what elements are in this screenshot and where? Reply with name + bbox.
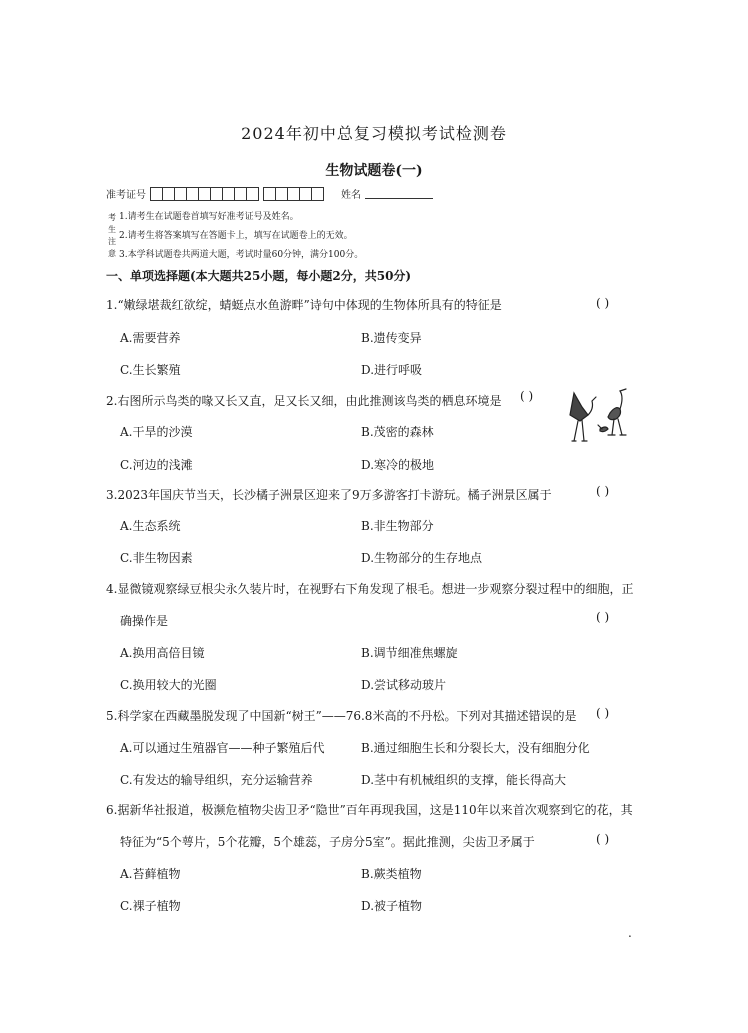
- question-1-option-a[interactable]: A.需要营养: [120, 331, 181, 345]
- question-3-option-b[interactable]: B.非生物部分: [361, 519, 434, 533]
- question-5-stem: 5.科学家在西藏墨脱发现了中国新“树王”——76.8米高的不丹松。下列对其描述错误的是: [106, 709, 577, 723]
- question-1-option-b[interactable]: B.遗传变异: [361, 331, 422, 345]
- question-3-stem: 3.2023年国庆节当天，长沙橘子洲景区迎来了9万多游客打卡游玩。橘子洲景区属于: [106, 488, 552, 502]
- crane-birds-illustration-icon: [560, 385, 640, 445]
- section-title: 一、单项选择题(本大题共25小题，每小题2分，共50分): [106, 269, 412, 283]
- note-3: 3.本学科试题卷共两道大题，考试时量60分钟，满分100分。: [119, 250, 364, 260]
- question-2-option-b[interactable]: B.茂密的森林: [361, 425, 434, 439]
- question-6-option-d[interactable]: D.被子植物: [361, 899, 423, 913]
- name-field[interactable]: [365, 188, 433, 199]
- note-1: 1.请考生在试题卷首填写好准考证号及姓名。: [119, 212, 299, 222]
- question-6-option-b[interactable]: B.蕨类植物: [361, 867, 422, 881]
- question-1-answer-paren: ( ): [596, 296, 610, 310]
- question-2-option-d[interactable]: D.寒冷的极地: [361, 458, 435, 472]
- candidate-id-label: 准考证号: [106, 190, 146, 201]
- question-3-option-d[interactable]: D.生物部分的生存地点: [361, 551, 483, 565]
- question-5-option-a[interactable]: A.可以通过生殖器官——种子繁殖后代: [120, 741, 325, 755]
- question-1-stem: 1.“嫩绿堪裁红欲绽，蜻蜓点水鱼游畔”诗句中体现的生物体所具有的特征是: [106, 298, 502, 312]
- notes-label: 考生注意: [108, 213, 116, 258]
- question-6-answer-paren: ( ): [596, 832, 610, 846]
- question-6-stem-line-2: 特征为“5个萼片，5个花瓣，5个雄蕊，子房分5室”。据此推测，尖齿卫矛属于: [120, 835, 535, 849]
- question-5-option-b[interactable]: B.通过细胞生长和分裂长大，没有细胞分化: [361, 741, 590, 755]
- question-1-option-d[interactable]: D.进行呼吸: [361, 363, 423, 377]
- question-6-option-c[interactable]: C.裸子植物: [120, 899, 181, 913]
- question-6-option-a[interactable]: A.苔藓植物: [120, 867, 181, 881]
- question-2-stem: 2.右图所示鸟类的喙又长又直，足又长又细，由此推测该鸟类的栖息环境是: [106, 394, 502, 408]
- exam-subtitle: 生物试题卷(一): [325, 163, 423, 179]
- exam-title: 2024年初中总复习模拟考试检测卷: [241, 124, 507, 143]
- question-4-answer-paren: ( ): [596, 610, 610, 624]
- question-4-stem-line-1: 4.显微镜观察绿豆根尖永久装片时，在视野右下角发现了根毛。想进一步观察分裂过程中的细胞，正: [106, 582, 634, 596]
- question-4-option-d[interactable]: D.尝试移动玻片: [361, 678, 447, 692]
- question-5-option-c[interactable]: C.有发达的输导组织，充分运输营养: [120, 773, 313, 787]
- question-4-option-c[interactable]: C.换用较大的光圈: [120, 678, 217, 692]
- candidate-id-boxes[interactable]: [150, 187, 323, 201]
- question-2-answer-paren: ( ): [520, 389, 534, 403]
- question-4-stem-line-2: 确操作是: [120, 614, 169, 628]
- question-2-option-a[interactable]: A.干旱的沙漠: [120, 425, 193, 439]
- note-2: 2.请考生将答案填写在答题卡上，填写在试题卷上的无效。: [119, 231, 353, 241]
- footer-mark: .: [628, 926, 632, 940]
- question-4-option-b[interactable]: B.调节细准焦螺旋: [361, 646, 458, 660]
- question-3-answer-paren: ( ): [596, 484, 610, 498]
- question-3-option-a[interactable]: A.生态系统: [120, 519, 181, 533]
- name-label: 姓名: [341, 190, 361, 201]
- question-5-option-d[interactable]: D.茎中有机械组织的支撑，能长得高大: [361, 773, 567, 787]
- question-6-stem-line-1: 6.据新华社报道，极濒危植物尖齿卫矛“隐世”百年再现我国，这是110年以来首次观察到它的花，其: [106, 803, 633, 817]
- candidate-info-row: [106, 186, 433, 201]
- question-4-option-a[interactable]: A.换用高倍目镜: [120, 646, 205, 660]
- question-5-answer-paren: ( ): [596, 706, 610, 720]
- question-3-option-c[interactable]: C.非生物因素: [120, 551, 193, 565]
- question-2-option-c[interactable]: C.河边的浅滩: [120, 458, 193, 472]
- question-1-option-c[interactable]: C.生长繁殖: [120, 363, 181, 377]
